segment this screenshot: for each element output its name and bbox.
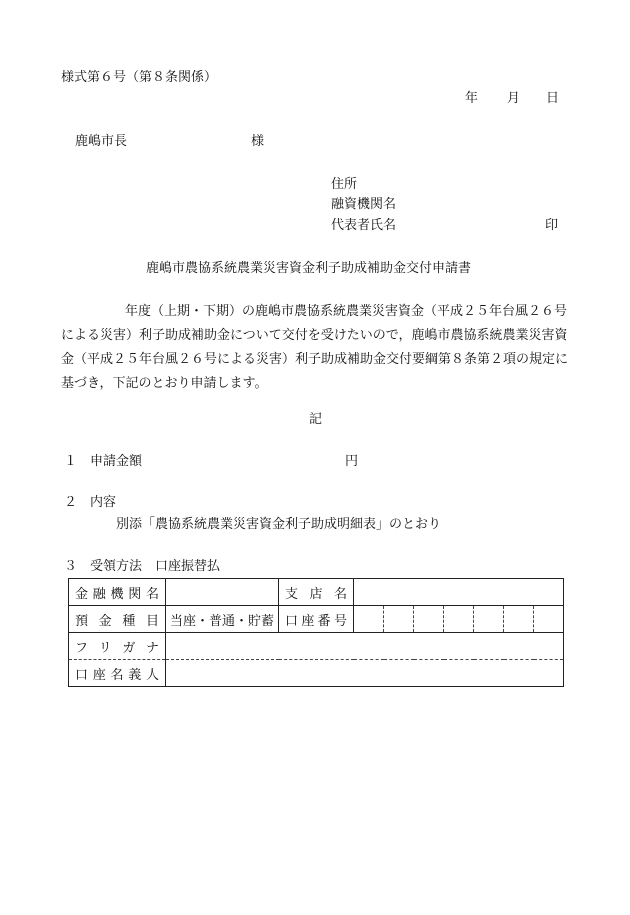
document-title: 鹿嶋市農協系統農業災害資金利子助成補助金交付申請書 [146,261,472,276]
account-number-field[interactable] [354,606,564,633]
applicant-institution-label: 融資機関名 [331,197,397,212]
body-text: 年度（上期・下期）の鹿嶋市農協系統農業災害資金（平成２５年台風２６号による災害）利子助成補助金について交付を受けたいので，鹿嶋市農協系統農業災害資金（平成２５年台風２６号による災害）利子助成補助金交付要綱第８条第２項の規定に基づき，下記のとおり申請します。 [61,304,569,391]
applicant-representative-label: 代表者氏名 [331,218,397,233]
deposit-type-label-cell: 預 金 種 目 [69,606,166,633]
date-month-label: 月 [507,91,521,106]
bank-name-label-cell: 金 融 機 関 名 [69,579,166,606]
addressee-honorific: 様 [251,134,265,149]
item1-unit: 円 [345,454,359,469]
account-number-digit-boxes [354,606,563,632]
furigana-label-cell: フ リ ガ ナ [69,633,166,660]
ki-label: 記 [309,412,323,427]
account-table [68,578,564,687]
date-year-label: 年 [465,91,479,106]
item1-label: １ 申請金額 [64,454,143,469]
furigana-field[interactable] [166,633,564,660]
account-holder-label-cell: 口 座 名 義 人 [69,660,166,687]
branch-label-cell: 支 店 名 [279,579,354,606]
date-day-label: 日 [546,91,560,106]
bank-name-field[interactable] [166,579,279,606]
addressee-name: 鹿嶋市長 [75,134,128,149]
branch-field[interactable] [354,579,564,606]
item2-detail: 別添「農協系統農業災害資金利子助成明細表」のとおり [116,517,442,532]
item2-label: ２ 内容 [64,495,117,510]
body-paragraph [61,300,579,396]
seal-label: 印 [545,218,559,233]
account-holder-field[interactable] [166,660,564,687]
form-number: 様式第６号（第８条関係） [61,70,218,85]
deposit-type-options[interactable]: 当座・普通・貯蓄 [166,606,279,633]
item3-label: ３ 受領方法 口座振替払 [64,559,221,574]
applicant-address-label: 住所 [331,177,358,192]
account-number-label-cell: 口 座 番 号 [279,606,354,633]
